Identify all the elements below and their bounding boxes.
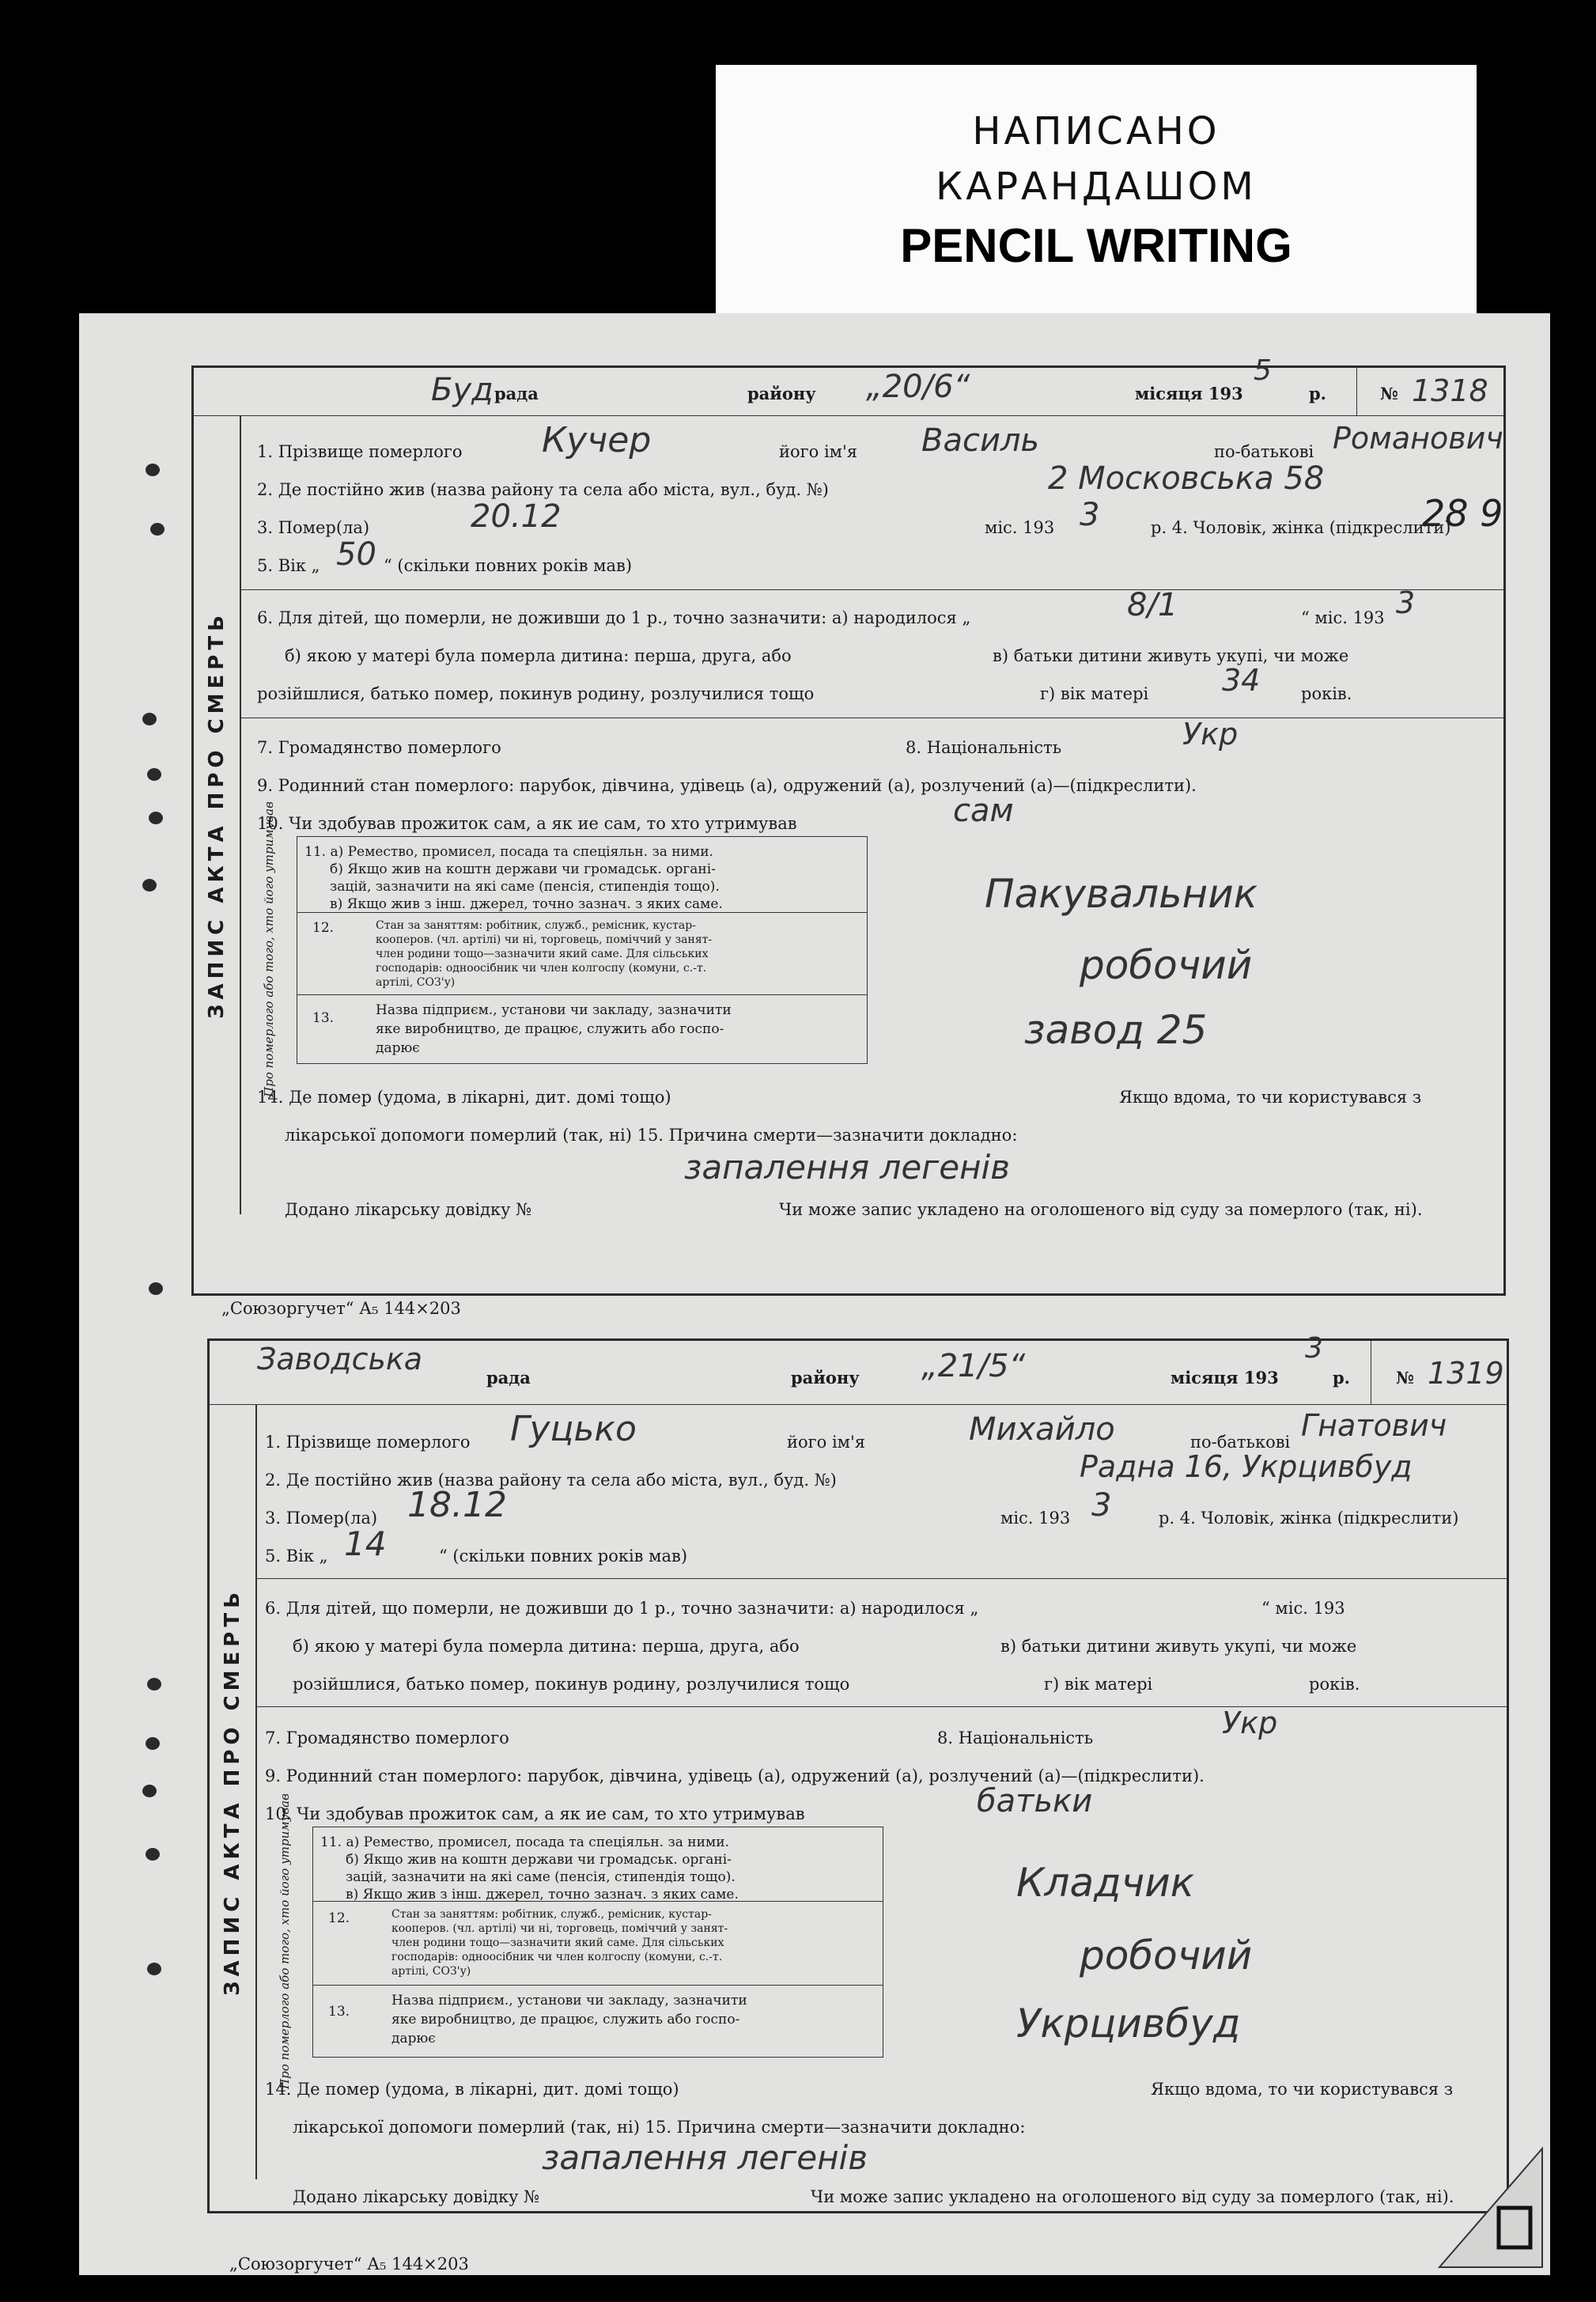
archive-label-line1: НАПИСАНО	[972, 109, 1220, 153]
field-11b2: зацій, зазначити на які саме (пенсія, стипендія тощо).	[330, 879, 720, 895]
header-raion-label: району	[747, 384, 816, 403]
field-12d: господарів: одноосібник чи член колгоспу (комуни, с.-т.	[376, 962, 707, 975]
field-15-cause: лікарської допомоги померлий (так, ні) 15. Причина смерти—зазначити докладно:	[285, 1126, 1018, 1145]
hand-name: Михайло	[969, 1411, 1115, 1448]
field-8-nationality: 8. Національність	[906, 738, 1062, 757]
field-10-support: 10. Чи здобував прожиток сам, а як ие сам, то хто утримував	[265, 1804, 805, 1823]
printer-mark-1: „Союзоргучет“ А₅ 144×203	[221, 1299, 461, 1318]
field-2-address: 2. Де постійно жив (назва району та села або міста, вул., буд. №)	[257, 480, 829, 499]
field-12-number: 12.	[328, 1910, 350, 1926]
field-11c: в) Якщо жив з інш. джерел, точно зазнач. з яких саме.	[346, 1887, 739, 1903]
hand-status: робочий	[1080, 1933, 1253, 1978]
hand-address: Радна 16, Укрцивбуд	[1080, 1449, 1413, 1484]
field-5-age-note: “ (скільки повних років мав)	[384, 556, 633, 575]
hand-nationality: Укр	[1182, 717, 1239, 752]
field-12a: Стан за заняттям: робітник, служб., ремісник, кустар-	[376, 919, 696, 932]
archive-label-line2: КАРАНДАШОМ	[936, 165, 1257, 209]
section-rule	[240, 589, 1503, 590]
hand-support: сам	[953, 793, 1014, 829]
side-title-band	[210, 1404, 257, 2179]
field-6a-month: “ міс. 193	[1301, 608, 1385, 627]
hand-date: 18.12	[407, 1485, 507, 1525]
field-13c: дарює	[376, 1040, 420, 1056]
field-13a: Назва підприєм., установи чи закладу, зазначити	[376, 1002, 732, 1018]
field-11a: 11. а) Ремество, промисел, посада та спеціяльн. за ними.	[320, 1834, 729, 1850]
hand-raion: „20/6“	[866, 369, 970, 405]
field-6c-years: років.	[1309, 1675, 1360, 1694]
header-rada-label: рада	[486, 1368, 531, 1388]
hand-rada: Буд	[431, 372, 494, 408]
field-1-patronymic: по-батькові	[1190, 1433, 1291, 1452]
hand-number: 1319	[1428, 1356, 1504, 1391]
field-16-court: Чи може запис укладено на оголошеного від суду за померлого (так, ні).	[811, 2187, 1454, 2206]
header-month-label: місяця 193	[1171, 1368, 1279, 1388]
hand-born: 8/1	[1127, 587, 1178, 623]
punch-hole	[142, 1785, 157, 1797]
field-14-place: 14. Де помер (удома, в лікарні, дит. домі тощо)	[265, 2080, 679, 2099]
hand-occupation: Кладчик	[1016, 1860, 1194, 1906]
header-number-label: №	[1396, 1368, 1414, 1388]
field-12e: артілі, СОЗ'у)	[391, 1965, 471, 1978]
hand-support: батьки	[977, 1783, 1093, 1819]
field-5-age: 5. Вік „	[265, 1547, 328, 1566]
folded-corner-icon	[1424, 2133, 1550, 2275]
field-11b: б) Якщо жив на коштн держави чи громадськ. органі-	[346, 1852, 732, 1868]
hand-surname: Гуцько	[510, 1409, 637, 1449]
punch-hole	[146, 1848, 160, 1861]
field-13b: яке виробництво, де працює, служить або госпо-	[376, 1021, 724, 1037]
section-rule	[240, 717, 1503, 718]
paper-sheet	[79, 313, 1550, 2275]
hand-date: 20.12	[471, 498, 562, 535]
field-6c-mother-age: г) вік матері	[1044, 1675, 1153, 1694]
field-10-support: 10. Чи здобував прожиток сам, а як ие сам, то хто утримував	[257, 814, 797, 833]
field-16-certificate: Додано лікарську довідку №	[293, 2187, 540, 2206]
field-1-patronymic: по-батькові	[1214, 442, 1314, 461]
field-14-home-help: Якщо вдома, то чи користувався з	[1151, 2080, 1454, 2099]
field-12d: господарів: одноосібник чи член колгоспу (комуни, с.-т.	[391, 1951, 723, 1963]
inner-side-band	[257, 1793, 313, 2089]
punch-hole	[142, 879, 157, 892]
death-record-form-2	[207, 1332, 1509, 2213]
field-3-gender: р. 4. Чоловік, жінка (підкреслити)	[1151, 518, 1451, 537]
inner-side-title: Про померлого або того, хто його утримував	[262, 801, 276, 1097]
field-12b: кооперов. (чл. артілі) чи ні, торговець, поміччий у занят-	[376, 933, 713, 946]
field-16-court: Чи може запис укладено на оголошеного від суду за померлого (так, ні).	[779, 1200, 1423, 1219]
hand-workplace: Укрцивбуд	[1016, 2001, 1241, 2046]
field-13a: Назва підприєм., установи чи закладу, зазначити	[391, 1993, 747, 2009]
field-6b-parents: в) батьки дитини живуть укупі, чи може	[1000, 1637, 1357, 1656]
hand-occupation: Пакувальник	[985, 871, 1258, 917]
hand-status: робочий	[1080, 942, 1253, 988]
field-14-place: 14. Де помер (удома, в лікарні, дит. домі тощо)	[257, 1088, 671, 1107]
section-rule	[255, 1706, 1507, 1707]
hand-nationality: Укр	[1222, 1706, 1278, 1740]
header-number-label: №	[1380, 384, 1398, 403]
field-11b2: зацій, зазначити на які саме (пенсія, стипендія тощо).	[346, 1869, 736, 1885]
hand-raion: „21/5“	[921, 1348, 1026, 1384]
hand-workplace: завод 25	[1024, 1007, 1208, 1053]
header-rule	[210, 1404, 1507, 1405]
field-9-marital: 9. Родинний стан померлого: парубок, дівчина, удівець (а), одружений (а), розлучений (а)—(підкреслити).	[265, 1766, 1205, 1785]
field-3-month: міс. 193	[1000, 1509, 1071, 1528]
side-title-band	[194, 415, 241, 1214]
field-8-nationality: 8. Національність	[937, 1728, 1094, 1747]
field-13b: яке виробництво, де працює, служить або госпо-	[391, 2012, 740, 2028]
hand-address: 2 Московська 58	[1048, 460, 1325, 497]
field-7-citizenship: 7. Громадянство померлого	[257, 738, 501, 757]
field-9-marital: 9. Родинний стан померлого: парубок, дівчина, удівець (а), одружений (а), розлучений (а)—(підкреслити).	[257, 776, 1197, 795]
field-3-gender: р. 4. Чоловік, жінка (підкреслити)	[1159, 1509, 1459, 1528]
field-11c: в) Якщо жив з інш. джерел, точно зазнач. з яких саме.	[330, 896, 723, 912]
hand-age: 50	[336, 536, 376, 573]
field-12e: артілі, СОЗ'у)	[376, 976, 456, 989]
field-11a: 11. а) Ремество, промисел, посада та спеціяльн. за ними.	[304, 844, 713, 860]
field-7-citizenship: 7. Громадянство померлого	[265, 1728, 509, 1747]
header-raion-label: району	[791, 1368, 860, 1388]
header-divider	[1356, 368, 1357, 415]
hand-year: 5	[1254, 354, 1272, 387]
header-year-suffix: р.	[1333, 1368, 1350, 1388]
field-12c: член родини тощо—зазначити який саме. Для сільських	[391, 1937, 724, 1949]
punch-hole	[149, 812, 163, 824]
header-rule	[194, 415, 1503, 416]
hand-surname: Кучер	[542, 420, 652, 460]
field-1-name: його ім'я	[779, 442, 858, 461]
field-6b: б) якою у матері була померла дитина: перша, друга, або	[293, 1637, 800, 1656]
archive-label-card	[716, 65, 1477, 313]
field-2-address: 2. Де постійно жив (назва району та села або міста, вул., буд. №)	[265, 1471, 837, 1490]
field-12c: член родини тощо—зазначити який саме. Для сільських	[376, 948, 709, 960]
hand-patronymic: Романович	[1333, 421, 1503, 456]
hand-rada: Заводська	[257, 1342, 423, 1376]
field-14-home-help: Якщо вдома, то чи користувався з	[1119, 1088, 1422, 1107]
hand-patronymic: Гнатович	[1301, 1408, 1447, 1443]
inner-side-band	[241, 801, 297, 1097]
hand-mother-age: 34	[1222, 663, 1261, 698]
punch-hole	[150, 523, 165, 536]
field-3-date: 3. Помер(ла)	[265, 1509, 378, 1528]
header-rada-label: рада	[494, 384, 539, 403]
field-13-number: 13.	[328, 2004, 350, 2020]
hand-age: 14	[344, 1524, 387, 1563]
field-11b: б) Якщо жив на коштн держави чи громадськ. органі-	[330, 861, 716, 877]
field-3-month: міс. 193	[985, 518, 1055, 537]
header-year-suffix: р.	[1309, 384, 1326, 403]
field-3-date: 3. Помер(ла)	[257, 518, 370, 537]
field-6a-month: “ міс. 193	[1261, 1599, 1345, 1618]
punch-hole	[147, 768, 161, 781]
field-1-surname: 1. Прізвище померлого	[257, 442, 463, 461]
field-13c: дарює	[391, 2031, 436, 2046]
field-12-number: 12.	[312, 920, 335, 936]
hand-number: 1318	[1412, 373, 1488, 408]
punch-hole	[146, 1737, 160, 1750]
subtable-rule	[312, 1985, 883, 1986]
punch-hole	[142, 713, 157, 725]
hand-year3: 3	[1080, 497, 1100, 533]
subtable-rule	[297, 994, 868, 995]
field-12a: Стан за заняттям: робітник, служб., ремісник, кустар-	[391, 1908, 712, 1921]
inner-side-title: Про померлого або того, хто його утримував	[278, 1793, 292, 2089]
field-13-number: 13.	[312, 1010, 335, 1026]
hand-year: 3	[1305, 1332, 1323, 1365]
field-6c: розійшлися, батько помер, покинув родину, розлучилися тощо	[293, 1675, 850, 1694]
hand-born-year: 3	[1396, 585, 1416, 620]
section-rule	[255, 1578, 1507, 1579]
field-6c: розійшлися, батько помер, покинув родину, розлучилися тощо	[257, 684, 815, 703]
hand-cause: запалення легенів	[542, 2138, 868, 2177]
field-1-surname: 1. Прізвище померлого	[265, 1433, 471, 1452]
hand-name: Василь	[921, 422, 1040, 459]
punch-hole	[147, 1963, 161, 1975]
field-5-age: 5. Вік „	[257, 556, 320, 575]
hand-year3: 3	[1091, 1487, 1112, 1524]
hand-cause: запалення легенів	[684, 1148, 1010, 1187]
field-12b: кооперов. (чл. артілі) чи ні, торговець, поміччий у занят-	[391, 1922, 728, 1935]
field-1-name: його ім'я	[787, 1433, 866, 1452]
punch-hole	[147, 1678, 161, 1691]
field-6c-years: років.	[1301, 684, 1352, 703]
field-6c-mother-age: г) вік матері	[1040, 684, 1149, 703]
field-5-age-note: “ (скільки повних років мав)	[439, 1547, 688, 1566]
field-16-certificate: Додано лікарську довідку №	[285, 1200, 532, 1219]
field-6a: 6. Для дітей, що померли, не доживши до 1 р., точно зазначити: а) народилося „	[257, 608, 971, 627]
side-title: ЗАПИС АКТА ПРО СМЕРТЬ	[221, 1588, 244, 1996]
archive-label-line3: PENCIL WRITING	[900, 219, 1292, 272]
header-month-label: місяця 193	[1135, 384, 1243, 403]
subtable-rule	[297, 912, 868, 913]
field-6a: 6. Для дітей, що померли, не доживши до 1 р., точно зазначити: а) народилося „	[265, 1599, 979, 1618]
side-title: ЗАПИС АКТА ПРО СМЕРТЬ	[205, 611, 229, 1019]
printer-mark-2: „Союзоргучет“ А₅ 144×203	[229, 2255, 469, 2274]
field-6b-parents: в) батьки дитини живуть укупі, чи може	[993, 646, 1349, 665]
death-record-form-1	[191, 354, 1506, 1296]
punch-hole	[146, 464, 160, 476]
field-15-cause: лікарської допомоги померлий (так, ні) 15. Причина смерти—зазначити докладно:	[293, 2118, 1026, 2137]
field-6b: б) якою у матері була померла дитина: перша, друга, або	[285, 646, 792, 665]
punch-hole	[149, 1282, 163, 1295]
hand-margin-note: 28 9	[1422, 492, 1503, 535]
